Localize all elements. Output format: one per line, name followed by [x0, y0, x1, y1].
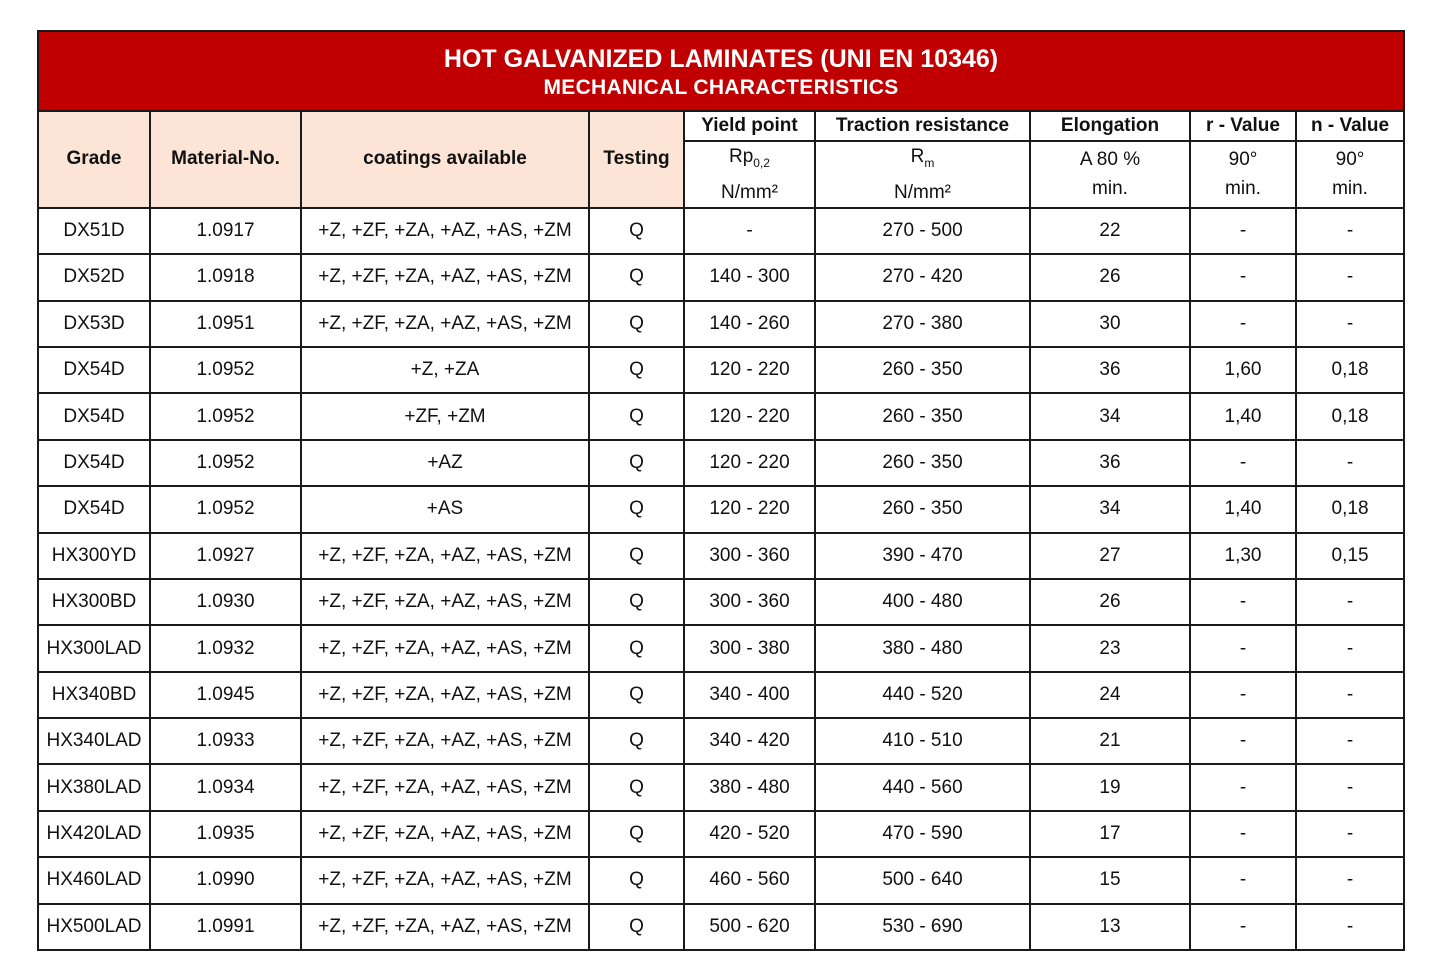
cell-yield: 340 - 400	[684, 672, 815, 718]
cell-material-no: 1.0918	[150, 254, 301, 300]
cell-elongation: 34	[1030, 393, 1190, 439]
cell-n-value: -	[1296, 764, 1404, 810]
header-material-no: Material-No.	[150, 111, 301, 208]
cell-coatings: +ZF, +ZM	[301, 393, 589, 439]
cell-r-value: -	[1190, 718, 1296, 764]
cell-traction: 440 - 560	[815, 764, 1030, 810]
cell-elongation: 19	[1030, 764, 1190, 810]
cell-elongation: 36	[1030, 347, 1190, 393]
table-row	[38, 904, 1404, 950]
cell-traction: 260 - 350	[815, 393, 1030, 439]
elongation-unit: min.	[1092, 178, 1128, 200]
r-angle: 90°	[1228, 149, 1258, 171]
header-elongation: Elongation	[1030, 111, 1190, 141]
cell-yield: 340 - 420	[684, 718, 815, 764]
cell-traction: 500 - 640	[815, 857, 1030, 903]
cell-grade: HX300YD	[38, 533, 150, 579]
cell-yield: 120 - 220	[684, 486, 815, 532]
header-yield-units	[684, 141, 815, 208]
cell-material-no: 1.0952	[150, 347, 301, 393]
cell-traction: 260 - 350	[815, 347, 1030, 393]
cell-r-value: -	[1190, 579, 1296, 625]
cell-testing: Q	[589, 672, 684, 718]
cell-yield: 140 - 260	[684, 301, 815, 347]
cell-coatings: +AZ	[301, 440, 589, 486]
cell-elongation: 15	[1030, 857, 1190, 903]
cell-grade: DX54D	[38, 393, 150, 439]
cell-elongation: 36	[1030, 440, 1190, 486]
table-row	[38, 579, 1404, 625]
cell-testing: Q	[589, 347, 684, 393]
cell-yield: 120 - 220	[684, 393, 815, 439]
cell-elongation: 17	[1030, 811, 1190, 857]
cell-yield: 460 - 560	[684, 857, 815, 903]
cell-traction: 390 - 470	[815, 533, 1030, 579]
cell-testing: Q	[589, 393, 684, 439]
cell-coatings: +Z, +ZF, +ZA, +AZ, +AS, +ZM	[301, 579, 589, 625]
spec-sheet	[37, 30, 1403, 951]
cell-testing: Q	[589, 857, 684, 903]
cell-traction: 270 - 420	[815, 254, 1030, 300]
cell-n-value: -	[1296, 440, 1404, 486]
cell-grade: HX340LAD	[38, 718, 150, 764]
cell-elongation: 13	[1030, 904, 1190, 950]
cell-r-value: -	[1190, 254, 1296, 300]
header-grade: Grade	[38, 111, 150, 208]
cell-grade: DX52D	[38, 254, 150, 300]
cell-elongation: 26	[1030, 579, 1190, 625]
table-row	[38, 672, 1404, 718]
cell-r-value: 1,30	[1190, 533, 1296, 579]
cell-coatings: +Z, +ZF, +ZA, +AZ, +AS, +ZM	[301, 301, 589, 347]
cell-testing: Q	[589, 764, 684, 810]
cell-n-value: -	[1296, 857, 1404, 903]
table-row	[38, 533, 1404, 579]
table-row	[38, 301, 1404, 347]
cell-coatings: +Z, +ZF, +ZA, +AZ, +AS, +ZM	[301, 625, 589, 671]
cell-n-value: -	[1296, 625, 1404, 671]
table-row	[38, 347, 1404, 393]
cell-grade: HX500LAD	[38, 904, 150, 950]
cell-testing: Q	[589, 625, 684, 671]
cell-material-no: 1.0991	[150, 904, 301, 950]
cell-r-value: -	[1190, 672, 1296, 718]
elongation-symbol: A 80 %	[1079, 149, 1141, 171]
cell-elongation: 21	[1030, 718, 1190, 764]
table-row	[38, 811, 1404, 857]
cell-material-no: 1.0952	[150, 393, 301, 439]
cell-material-no: 1.0933	[150, 718, 301, 764]
cell-coatings: +Z, +ZF, +ZA, +AZ, +AS, +ZM	[301, 718, 589, 764]
cell-traction: 260 - 350	[815, 486, 1030, 532]
cell-r-value: -	[1190, 301, 1296, 347]
cell-r-value: 1,40	[1190, 486, 1296, 532]
cell-r-value: -	[1190, 857, 1296, 903]
table-row	[38, 254, 1404, 300]
cell-testing: Q	[589, 533, 684, 579]
cell-r-value: -	[1190, 440, 1296, 486]
header-n-units	[1296, 141, 1404, 208]
cell-traction: 270 - 500	[815, 208, 1030, 254]
cell-testing: Q	[589, 301, 684, 347]
page-subtitle: MECHANICAL CHARACTERISTICS	[543, 76, 899, 99]
n-angle: 90°	[1335, 149, 1365, 171]
cell-grade: HX460LAD	[38, 857, 150, 903]
cell-grade: HX300LAD	[38, 625, 150, 671]
cell-n-value: -	[1296, 254, 1404, 300]
header-yield-point: Yield point	[684, 111, 815, 141]
table-row	[38, 440, 1404, 486]
cell-n-value: -	[1296, 208, 1404, 254]
cell-elongation: 34	[1030, 486, 1190, 532]
cell-material-no: 1.0934	[150, 764, 301, 810]
cell-n-value: -	[1296, 718, 1404, 764]
cell-material-no: 1.0951	[150, 301, 301, 347]
cell-coatings: +Z, +ZF, +ZA, +AZ, +AS, +ZM	[301, 904, 589, 950]
cell-testing: Q	[589, 904, 684, 950]
cell-traction: 380 - 480	[815, 625, 1030, 671]
cell-r-value: -	[1190, 208, 1296, 254]
header-elongation-units	[1030, 141, 1190, 208]
table-row	[38, 764, 1404, 810]
r-unit: min.	[1225, 178, 1261, 200]
header-traction-units	[815, 141, 1030, 208]
cell-r-value: -	[1190, 764, 1296, 810]
mechanical-characteristics-table	[37, 30, 1405, 951]
cell-grade: HX380LAD	[38, 764, 150, 810]
cell-n-value: 0,18	[1296, 486, 1404, 532]
cell-traction: 470 - 590	[815, 811, 1030, 857]
cell-yield: 500 - 620	[684, 904, 815, 950]
cell-material-no: 1.0932	[150, 625, 301, 671]
cell-yield: 380 - 480	[684, 764, 815, 810]
n-unit: min.	[1332, 178, 1368, 200]
cell-material-no: 1.0945	[150, 672, 301, 718]
table-row	[38, 857, 1404, 903]
cell-grade: DX54D	[38, 440, 150, 486]
cell-coatings: +Z, +ZF, +ZA, +AZ, +AS, +ZM	[301, 254, 589, 300]
cell-n-value: -	[1296, 904, 1404, 950]
cell-yield: 300 - 380	[684, 625, 815, 671]
header-testing: Testing	[589, 111, 684, 208]
cell-material-no: 1.0952	[150, 440, 301, 486]
yield-unit: N/mm²	[721, 181, 778, 203]
cell-traction: 260 - 350	[815, 440, 1030, 486]
cell-yield: 140 - 300	[684, 254, 815, 300]
cell-r-value: 1,60	[1190, 347, 1296, 393]
page-title: HOT GALVANIZED LAMINATES (UNI EN 10346)	[443, 45, 999, 73]
traction-symbol: $R_m$	[910, 146, 935, 170]
cell-testing: Q	[589, 579, 684, 625]
cell-material-no: 1.0935	[150, 811, 301, 857]
cell-coatings: +Z, +ZF, +ZA, +AZ, +AS, +ZM	[301, 208, 589, 254]
cell-coatings: +Z, +ZA	[301, 347, 589, 393]
cell-testing: Q	[589, 811, 684, 857]
cell-n-value: -	[1296, 301, 1404, 347]
cell-elongation: 24	[1030, 672, 1190, 718]
cell-r-value: -	[1190, 811, 1296, 857]
cell-grade: HX340BD	[38, 672, 150, 718]
cell-yield: -	[684, 208, 815, 254]
header-traction-resistance: Traction resistance	[815, 111, 1030, 141]
cell-n-value: -	[1296, 672, 1404, 718]
cell-elongation: 22	[1030, 208, 1190, 254]
cell-coatings: +AS	[301, 486, 589, 532]
cell-n-value: 0,18	[1296, 393, 1404, 439]
cell-traction: 530 - 690	[815, 904, 1030, 950]
cell-material-no: 1.0952	[150, 486, 301, 532]
cell-testing: Q	[589, 254, 684, 300]
cell-traction: 400 - 480	[815, 579, 1030, 625]
cell-n-value: -	[1296, 579, 1404, 625]
cell-yield: 120 - 220	[684, 347, 815, 393]
table-row	[38, 486, 1404, 532]
cell-testing: Q	[589, 718, 684, 764]
cell-testing: Q	[589, 208, 684, 254]
cell-r-value: -	[1190, 904, 1296, 950]
cell-grade: DX53D	[38, 301, 150, 347]
cell-traction: 270 - 380	[815, 301, 1030, 347]
header-coatings: coatings available	[301, 111, 589, 208]
cell-yield: 300 - 360	[684, 533, 815, 579]
cell-coatings: +Z, +ZF, +ZA, +AZ, +AS, +ZM	[301, 764, 589, 810]
cell-yield: 120 - 220	[684, 440, 815, 486]
cell-n-value: 0,18	[1296, 347, 1404, 393]
cell-testing: Q	[589, 440, 684, 486]
cell-elongation: 27	[1030, 533, 1190, 579]
cell-n-value: -	[1296, 811, 1404, 857]
cell-yield: 420 - 520	[684, 811, 815, 857]
table-row	[38, 718, 1404, 764]
cell-r-value: -	[1190, 625, 1296, 671]
table-title-banner	[38, 31, 1404, 111]
cell-n-value: 0,15	[1296, 533, 1404, 579]
cell-traction: 440 - 520	[815, 672, 1030, 718]
cell-elongation: 26	[1030, 254, 1190, 300]
yield-symbol: $Rp_{0,2}$	[729, 146, 770, 170]
cell-coatings: +Z, +ZF, +ZA, +AZ, +AS, +ZM	[301, 533, 589, 579]
cell-elongation: 30	[1030, 301, 1190, 347]
cell-traction: 410 - 510	[815, 718, 1030, 764]
cell-material-no: 1.0930	[150, 579, 301, 625]
header-n-value: n - Value	[1296, 111, 1404, 141]
header-r-value: r - Value	[1190, 111, 1296, 141]
cell-coatings: +Z, +ZF, +ZA, +AZ, +AS, +ZM	[301, 672, 589, 718]
header-r-units	[1190, 141, 1296, 208]
cell-yield: 300 - 360	[684, 579, 815, 625]
cell-grade: DX51D	[38, 208, 150, 254]
cell-grade: HX420LAD	[38, 811, 150, 857]
cell-material-no: 1.0917	[150, 208, 301, 254]
cell-material-no: 1.0927	[150, 533, 301, 579]
cell-elongation: 23	[1030, 625, 1190, 671]
cell-r-value: 1,40	[1190, 393, 1296, 439]
table-row	[38, 208, 1404, 254]
cell-testing: Q	[589, 486, 684, 532]
table-row	[38, 625, 1404, 671]
cell-grade: DX54D	[38, 347, 150, 393]
traction-unit: N/mm²	[894, 181, 951, 203]
cell-coatings: +Z, +ZF, +ZA, +AZ, +AS, +ZM	[301, 811, 589, 857]
cell-grade: DX54D	[38, 486, 150, 532]
cell-coatings: +Z, +ZF, +ZA, +AZ, +AS, +ZM	[301, 857, 589, 903]
cell-material-no: 1.0990	[150, 857, 301, 903]
cell-grade: HX300BD	[38, 579, 150, 625]
table-row	[38, 393, 1404, 439]
